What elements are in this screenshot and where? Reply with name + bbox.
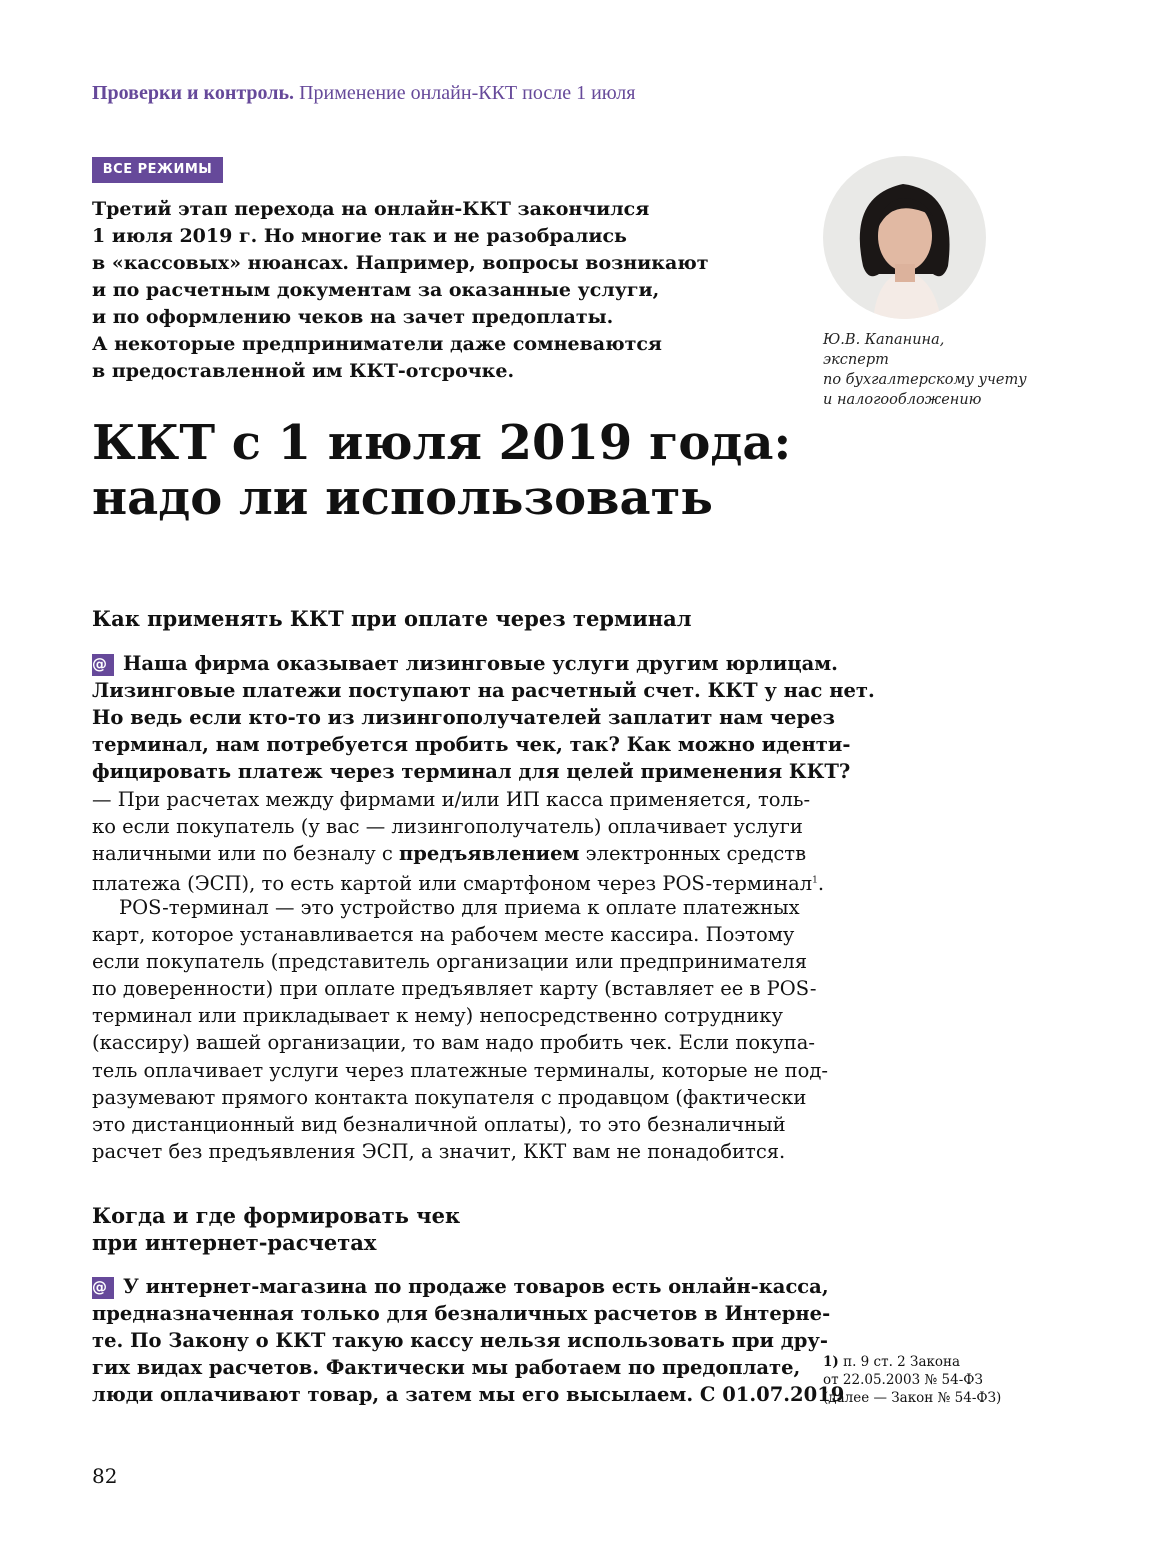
lead-paragraph [92, 196, 772, 385]
text-line [92, 223, 772, 250]
text-line [92, 731, 851, 758]
text-line [92, 840, 807, 867]
title-line: надо ли использовать [92, 470, 713, 526]
line-text: Наша фирма оказывает лизинговые услуги другим юрлицам. [123, 652, 838, 675]
text-line [92, 1002, 783, 1029]
page-number: 82 [92, 1464, 118, 1488]
text-line [92, 1300, 831, 1327]
line-text: расчет без предъявления ЭСП, а значит, ККТ вам не понадобится. [92, 1139, 786, 1163]
line-text: терминал или прикладывает к нему) непосредственно сотруднику [92, 1004, 783, 1028]
text-line [92, 331, 772, 358]
running-header [92, 82, 635, 105]
question-block [92, 1273, 845, 1408]
text-line [92, 358, 772, 385]
text-line [92, 304, 772, 331]
section-name: Проверки и контроль. [92, 82, 295, 104]
text-line [92, 1381, 845, 1408]
regime-badge: ВСЕ РЕЖИМЫ [92, 157, 223, 183]
footnote [823, 1353, 1001, 1407]
line-text: разумевают прямого контакта покупателя с продавцом (фактически [92, 1085, 807, 1109]
line-text: У интернет-магазина по продаже товаров есть онлайн-касса, [123, 1275, 829, 1298]
heading-line: Когда и где формировать чек [92, 1203, 461, 1228]
line-text: фицировать платеж через терминал для целей применения ККТ? [92, 760, 851, 784]
footnote-text: п. 9 ст. 2 Закона [843, 1354, 961, 1370]
section-heading [92, 1202, 460, 1256]
section-heading: Как применять ККТ при оплате через терминал [92, 606, 692, 631]
line-text: ко если покупатель (у вас — лизингополучатель) оплачивает услуги [92, 815, 803, 839]
line-text: по доверенности) при оплате предъявляет карту (вставляет ее в POS- [92, 977, 817, 1001]
author-role: по бухгалтерскому учету [823, 372, 1027, 388]
author-photo [823, 156, 986, 319]
text-line [92, 1111, 786, 1138]
answer-paragraph [92, 786, 825, 897]
line-text: Третий этап перехода на онлайн-ККТ закончился [92, 198, 650, 220]
line-text: это дистанционный вид безналичной оплаты), то это безналичный [92, 1112, 786, 1136]
text-line [92, 921, 795, 948]
answer-paragraph [92, 894, 828, 1165]
footnote-number: 1) [823, 1354, 839, 1370]
line-text: POS-терминал — это устройство для приема к оплате платежных [119, 896, 800, 919]
line-text: — При расчетах между фирмами и/или ИП касса применяется, толь- [92, 788, 811, 811]
text-line [92, 894, 800, 921]
text-line [92, 1138, 786, 1165]
line-text: и по расчетным документам за оказанные услуги, [92, 279, 660, 301]
author-role: и налогообложению [823, 392, 982, 408]
text-line [92, 1029, 815, 1056]
line-text: люди оплачивают товар, а затем мы его высылаем. С 01.07.2019 [92, 1383, 845, 1407]
author-caption [823, 330, 1027, 410]
text-line [92, 1057, 828, 1084]
text-line [92, 813, 803, 840]
text-line [92, 250, 772, 277]
topic-name: Применение онлайн-ККТ после 1 июля [299, 82, 636, 104]
text-line [92, 1084, 807, 1111]
title-line: ККТ с 1 июля 2019 года: [92, 415, 792, 471]
line-text: (кассиру) вашей организации, то вам надо пробить чек. Если покупа- [92, 1031, 815, 1055]
text-line [92, 1327, 828, 1354]
question-icon: @ [92, 1277, 114, 1299]
text-line [92, 1354, 801, 1381]
line-text: наличными или по безналу с предъявлением электронных средств [92, 842, 807, 866]
text-line [92, 867, 825, 897]
text-line [92, 975, 817, 1002]
line-text: Лизинговые платежи поступают на расчетный счет. ККТ у нас нет. [92, 679, 875, 703]
text-line [92, 650, 838, 677]
heading-line: при интернет-расчетах [92, 1230, 377, 1255]
question-icon: @ [92, 654, 114, 676]
text-line [92, 786, 811, 813]
text-line [92, 677, 875, 704]
text-line [92, 196, 772, 223]
line-text: карт, которое устанавливается на рабочем месте кассира. Поэтому [92, 923, 795, 947]
text-line [92, 1273, 829, 1300]
article-title [92, 416, 791, 526]
line-text: платежа (ЭСП), то есть картой или смартфоном через POS-терминал$^1$. [92, 871, 825, 895]
text-line [92, 948, 808, 975]
line-text: А некоторые предприниматели даже сомневаются [92, 333, 662, 355]
line-text: 1 июля 2019 г. Но многие так и не разобрались [92, 225, 627, 247]
line-text: и по оформлению чеков на зачет предоплаты. [92, 306, 614, 328]
line-text: в «кассовых» нюансах. Например, вопросы возникают [92, 252, 709, 274]
text-line [92, 758, 851, 785]
line-text: терминал, нам потребуется пробить чек, так? Как можно иденти- [92, 733, 851, 757]
author-name: Ю.В. Капанина, [823, 332, 945, 348]
footnote-text: (далее — Закон № 54-ФЗ) [823, 1390, 1002, 1406]
footnote-text: от 22.05.2003 № 54-ФЗ [823, 1372, 983, 1388]
author-role: эксперт [823, 352, 889, 368]
text-line [92, 277, 772, 304]
line-text: те. По Закону о ККТ такую кассу нельзя использовать при дру- [92, 1329, 828, 1353]
line-text: в предоставленной им ККТ-отсрочке. [92, 360, 515, 382]
line-text: если покупатель (представитель организации или предпринимателя [92, 950, 808, 974]
line-text: тель оплачивает услуги через платежные терминалы, которые не под- [92, 1058, 828, 1082]
question-block [92, 650, 875, 785]
text-line [92, 704, 835, 731]
line-text: Но ведь если кто-то из лизингополучателей заплатит нам через [92, 706, 835, 730]
line-text: гих видах расчетов. Фактически мы работаем по предоплате, [92, 1356, 801, 1380]
line-text: предназначенная только для безналичных расчетов в Интерне- [92, 1302, 831, 1326]
